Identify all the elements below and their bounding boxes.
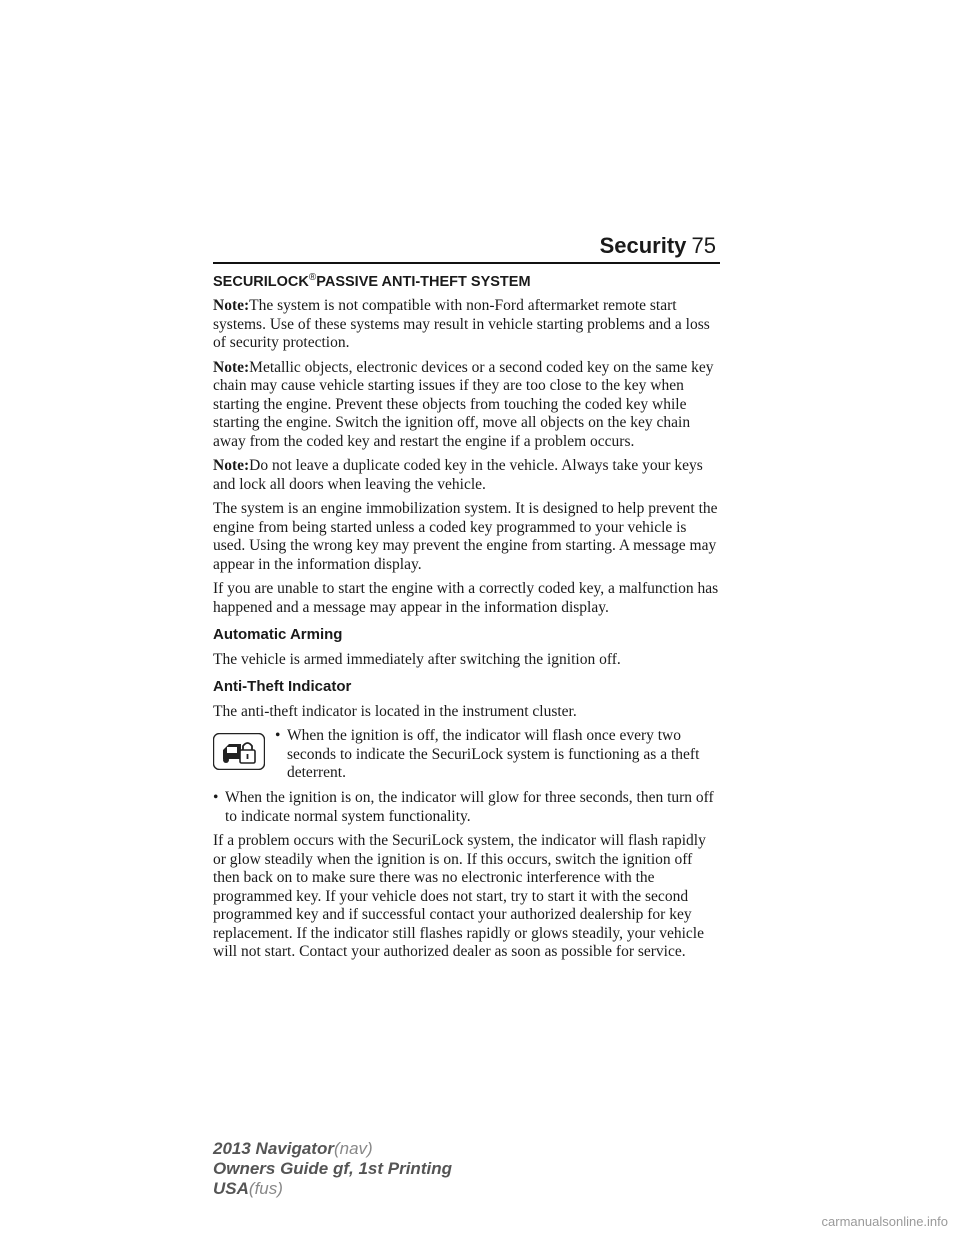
footer-guide: Owners Guide gf, 1st Printing (213, 1159, 452, 1178)
main-heading (213, 269, 720, 291)
registered-mark: ® (308, 272, 317, 283)
body-paragraph: If you are unable to start the engine with a correctly coded key, a malfunction has happened and a message may appear in the information display. (213, 580, 719, 616)
anti-theft-intro: The anti-theft indicator is located in the instrument cluster. (213, 702, 577, 720)
footer-model: 2013 Navigator (213, 1139, 334, 1158)
page-header (213, 232, 720, 260)
bullet-item (213, 789, 720, 826)
automatic-arming-text: The vehicle is armed immediately after switching the ignition off. (213, 650, 621, 668)
bullet-text: When the ignition is on, the indicator will glow for three seconds, then turn off to indicate normal system functionality. (225, 789, 714, 825)
note-label: Note: (213, 457, 250, 475)
note-text: Do not leave a duplicate coded key in the vehicle. Always take your keys and lock all doors when leaving the vehicle. (213, 457, 703, 493)
print-footer (213, 1139, 452, 1199)
bullet-item (275, 727, 720, 783)
section-title: Security (599, 233, 687, 258)
footer-market: USA (213, 1179, 249, 1198)
note-paragraph (213, 359, 720, 452)
page-content (213, 269, 720, 968)
note-paragraph (213, 297, 720, 353)
main-heading-brand: SECURILOCK (213, 273, 309, 290)
watermark: carmanualsonline.info (821, 1214, 948, 1229)
anti-theft-closing: If a problem occurs with the SecuriLock system, the indicator will flash rapidly or glow steadily when the ignition is on. If this occurs, switch the ignition off then back on to make sure there was no electronic interference with the programmed key. If your vehicle does not start, try to start it with the second programmed key and if successful contact your authorized dealership for key replacement. If the indicator still flashes rapidly or glows steadily, your vehicle will not start. Contact your authorized dealer as soon as possible for service. (213, 832, 706, 961)
bullet-text: When the ignition is off, the indicator will flash once every two seconds to indicate the SecuriLock system is functioning as a theft deterrent. (287, 727, 700, 782)
page-number: 75 (691, 233, 716, 258)
footer-market-code: (fus) (248, 1179, 283, 1198)
automatic-arming-heading: Automatic Arming (213, 626, 343, 644)
main-heading-rest: PASSIVE ANTI-THEFT SYSTEM (316, 273, 531, 290)
bullet-marker: • (275, 727, 281, 745)
note-text: The system is not compatible with non-Ford aftermarket remote start systems. Use of these systems may result in vehicle starting problems and a loss of security protection. (213, 297, 710, 352)
header-rule (213, 262, 720, 264)
note-label: Note: (213, 358, 250, 376)
anti-theft-heading: Anti-Theft Indicator (213, 678, 352, 696)
note-paragraph (213, 457, 720, 494)
footer-line-2 (213, 1159, 452, 1179)
footer-line-1 (213, 1139, 452, 1159)
indicator-row (213, 727, 720, 785)
note-text: Metallic objects, electronic devices or a second coded key on the same key chain may cause vehicle starting issues if they are too close to the key when starting the engine. Prevent these objects from touching the coded key while starting the engine. Switch the ignition off, move all objects on the key chain away from the coded key and restart the engine if a problem occurs. (213, 358, 714, 450)
footer-model-code: (nav) (333, 1139, 373, 1158)
body-paragraph: The system is an engine immobilization system. It is designed to help prevent the engine from being started unless a coded key programmed to your vehicle is used. Using the wrong key may prevent the engine from starting. A message may appear in the information display. (213, 500, 718, 573)
anti-theft-indicator-icon (213, 733, 265, 770)
bullet-marker: • (213, 789, 219, 807)
footer-line-3 (213, 1179, 452, 1199)
note-label: Note: (213, 297, 250, 315)
